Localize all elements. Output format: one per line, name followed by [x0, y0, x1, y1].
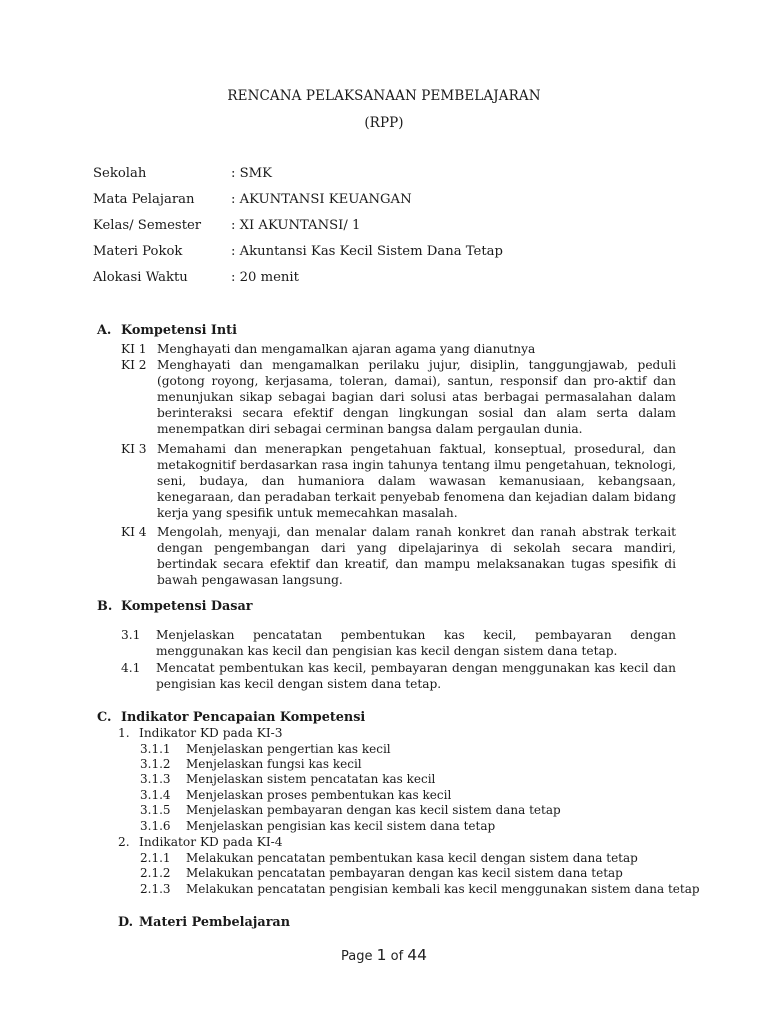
ki-item-1: [121, 341, 676, 357]
identity-value: : 20 menit: [231, 270, 299, 285]
identity-label: Materi Pokok: [93, 244, 183, 259]
section-title: Kompetensi Dasar: [121, 599, 253, 614]
section-title: Indikator Pencapaian Kompetensi: [121, 710, 366, 725]
ki-item-2: [121, 357, 676, 437]
indicator-text: Menjelaskan pembayaran dengan kas kecil sistem dana tetap: [186, 803, 561, 817]
indicator-group-title: Indikator KD pada KI-4: [139, 835, 283, 849]
identity-value: : XI AKUNTANSI/ 1: [231, 218, 361, 233]
indicator-text: Melakukan pencatatan pengisian kembali kas kecil menggunakan sistem dana tetap: [186, 882, 700, 896]
indicator-code: 2.1.3: [140, 882, 171, 896]
page-indicator: [0, 946, 768, 964]
ki-item-4: [121, 524, 676, 587]
ki-text: Mengolah, menyaji, dan menalar dalam ranah konkret dan ranah abstrak terkait dengan pengembangan dari yang dipelajarinya di sekolah secara mandiri, bertindak secara efektif dan kreatif, dan mampu melaksanakan tugas spesifik di bawah pengawasan langsung.: [157, 525, 676, 587]
identity-value: : AKUNTANSI KEUANGAN: [231, 192, 412, 207]
kd-code: 3.1: [121, 628, 141, 642]
indicator-code: 3.1.2: [140, 757, 171, 771]
section-letter: D.: [118, 915, 134, 930]
ki-text: Menghayati dan mengamalkan ajaran agama yang dianutnya: [157, 342, 536, 356]
ki-text: Memahami dan menerapkan pengetahuan faktual, konseptual, prosedural, dan metakognitif berdasarkan rasa ingin tahunya tentang ilmu pengetahuan, teknologi, seni, budaya, dan humaniora dalam wawasan kemanusiaan, kebangsaan, kenegaraan, dan peradaban terkait penyebab fenomena dan kejadian dalam bidang kerja yang spesifik untuk memecahkan masalah.: [157, 442, 676, 520]
page-word: Page: [340, 949, 373, 964]
indicator-text: Menjelaskan pengisian kas kecil sistem dana tetap: [186, 819, 496, 833]
page-number: 1: [376, 946, 387, 964]
identity-value: : SMK: [231, 166, 273, 181]
section-letter: B.: [97, 599, 113, 614]
document-title: RENCANA PELAKSANAAN PEMBELAJARAN: [227, 88, 541, 104]
kd-text: Menjelaskan pencatatan pembentukan kas kecil, pembayaran dengan menggunakan kas kecil dan pengisian kas kecil dengan sistem dana tetap.: [156, 628, 676, 658]
indicator-code: 3.1.6: [140, 819, 171, 833]
indicator-code: 3.1.1: [140, 742, 171, 756]
section-title: Materi Pembelajaran: [139, 915, 291, 930]
ki-code: KI 4: [121, 525, 147, 539]
identity-value: : Akuntansi Kas Kecil Sistem Dana Tetap: [231, 244, 503, 259]
indicator-code: 3.1.3: [140, 772, 171, 786]
kd-text: Mencatat pembentukan kas kecil, pembayaran dengan menggunakan kas kecil dan pengisian kas kecil dengan sistem dana tetap.: [156, 661, 676, 691]
indicator-text: Melakukan pencatatan pembentukan kasa kecil dengan sistem dana tetap: [186, 851, 638, 865]
section-letter: A.: [97, 323, 112, 338]
identity-label: Sekolah: [93, 166, 147, 181]
document-subtitle: (RPP): [364, 115, 404, 131]
ki-item-3: [121, 441, 676, 521]
page-total: 44: [407, 946, 428, 964]
indicator-group-title: Indikator KD pada KI-3: [139, 726, 283, 740]
indicator-text: Melakukan pencatatan pembayaran dengan kas kecil sistem dana tetap: [186, 866, 623, 880]
ki-text: Menghayati dan mengamalkan perilaku jujur, disiplin, tanggungjawab, peduli (gotong royong, kerjasama, toleran, damai), santun, responsif dan pro-aktif dan menunjukan sikap sebagai bagian dari solusi atas berbagai permasalahan dalam berinteraksi secara efektif dengan lingkungan sosial dan alam serta dalam menempatkan diri sebagai cerminan bangsa dalam pergaulan dunia.: [157, 358, 676, 436]
identity-label: Mata Pelajaran: [93, 192, 195, 207]
indicator-code: 3.1.4: [140, 788, 171, 802]
kd-item-4-1: [121, 660, 676, 692]
indicator-text: Menjelaskan sistem pencatatan kas kecil: [186, 772, 436, 786]
ki-code: KI 1: [121, 342, 147, 356]
indicator-code: 2.1.1: [140, 851, 171, 865]
indicator-code: 3.1.5: [140, 803, 171, 817]
identity-label: Alokasi Waktu: [93, 270, 188, 285]
of-word: of: [390, 949, 404, 964]
section-title: Kompetensi Inti: [121, 323, 237, 338]
identity-label: Kelas/ Semester: [93, 218, 202, 233]
ki-code: KI 2: [121, 358, 147, 372]
indicator-group-number: 1.: [118, 726, 130, 740]
indicator-text: Menjelaskan proses pembentukan kas kecil: [186, 788, 452, 802]
section-letter: C.: [97, 710, 112, 725]
indicator-group-number: 2.: [118, 835, 130, 849]
indicator-text: Menjelaskan pengertian kas kecil: [186, 742, 391, 756]
ki-code: KI 3: [121, 442, 147, 456]
kd-code: 4.1: [121, 661, 141, 675]
kd-item-3-1: [121, 627, 676, 659]
indicator-code: 2.1.2: [140, 866, 171, 880]
indicator-text: Menjelaskan fungsi kas kecil: [186, 757, 362, 771]
